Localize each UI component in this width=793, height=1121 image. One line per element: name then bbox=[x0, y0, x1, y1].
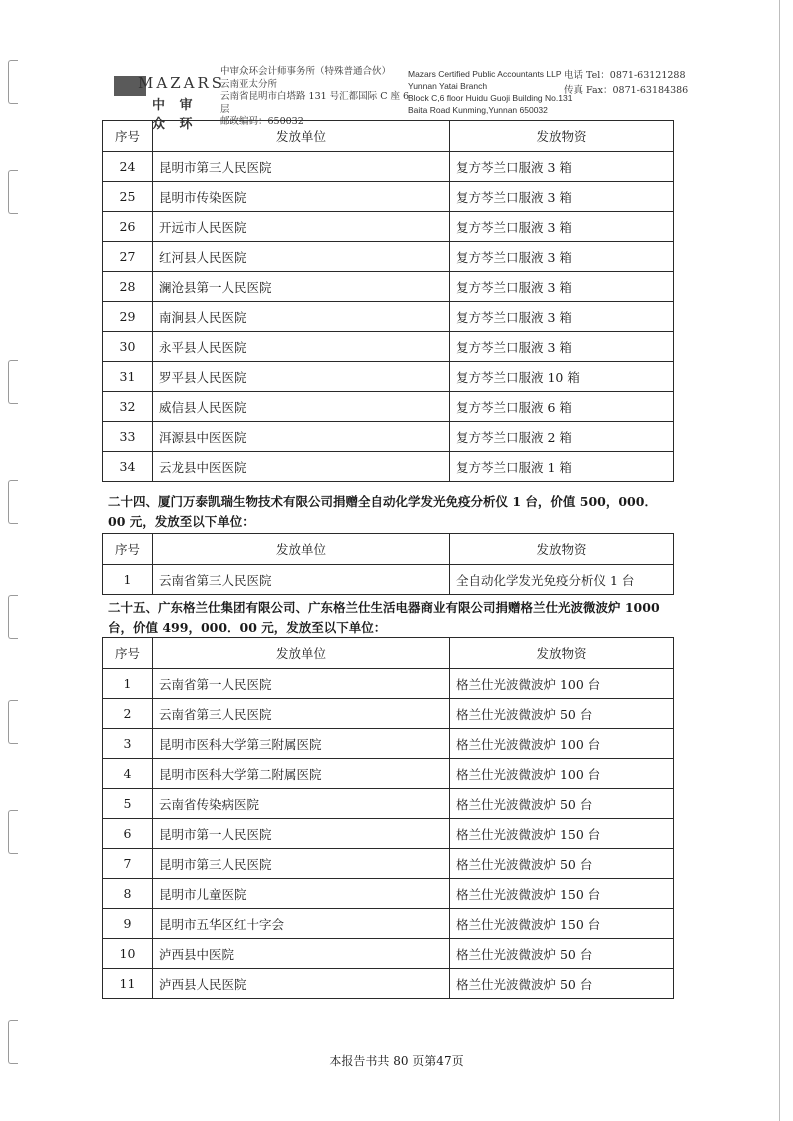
cell-no: 8 bbox=[103, 879, 153, 909]
cell-no: 2 bbox=[103, 699, 153, 729]
col-header-no: 序号 bbox=[103, 638, 153, 669]
cell-no: 31 bbox=[103, 362, 153, 392]
col-header-item: 发放物资 bbox=[450, 638, 674, 669]
cell-no: 11 bbox=[103, 969, 153, 999]
cell-item: 复方芩兰口服液 6 箱 bbox=[450, 392, 674, 422]
table-row bbox=[103, 332, 674, 362]
cell-item: 格兰仕光波微波炉 100 台 bbox=[450, 759, 674, 789]
binder-holes bbox=[0, 0, 26, 1121]
col-header-unit: 发放单位 bbox=[153, 121, 450, 152]
cell-unit: 澜沧县第一人民医院 bbox=[153, 272, 450, 302]
table-row bbox=[103, 152, 674, 182]
distribution-table-2 bbox=[102, 533, 674, 595]
binder-mark bbox=[8, 360, 18, 404]
cell-no: 33 bbox=[103, 422, 153, 452]
cell-no: 1 bbox=[103, 669, 153, 699]
table-header-row bbox=[103, 534, 674, 565]
table-row bbox=[103, 789, 674, 819]
binder-mark bbox=[8, 170, 18, 214]
binder-mark bbox=[8, 480, 18, 524]
cell-no: 32 bbox=[103, 392, 153, 422]
contact-block bbox=[564, 68, 704, 98]
firm-cn-line: 云南省昆明市白塔路 131 号汇都国际 C 座 6 层 bbox=[220, 91, 410, 115]
distribution-table-1 bbox=[102, 120, 674, 482]
binder-mark bbox=[8, 60, 18, 104]
cell-unit: 洱源县中医医院 bbox=[153, 422, 450, 452]
section-24-heading: 二十四、厦门万泰凯瑞生物技术有限公司捐赠全自动化学发光免疫分析仪 1 台，价值 500，000．00 元，发放至以下单位： bbox=[108, 494, 657, 529]
cell-item: 复方芩兰口服液 3 箱 bbox=[450, 152, 674, 182]
cell-unit: 昆明市五华区红十字会 bbox=[153, 909, 450, 939]
firm-cn-line: 邮政编码：650032 bbox=[220, 116, 304, 127]
firm-en-line: Baita Road Kunming,Yunnan 650032 bbox=[408, 105, 548, 115]
table-row bbox=[103, 422, 674, 452]
col-header-unit: 发放单位 bbox=[153, 638, 450, 669]
cell-unit: 泸西县中医院 bbox=[153, 939, 450, 969]
cell-item: 复方芩兰口服液 3 箱 bbox=[450, 272, 674, 302]
page-edge-line bbox=[779, 0, 780, 1121]
cell-no: 24 bbox=[103, 152, 153, 182]
table-row bbox=[103, 699, 674, 729]
cell-item: 格兰仕光波微波炉 50 台 bbox=[450, 939, 674, 969]
firm-en-line: Yunnan Yatai Branch bbox=[408, 81, 488, 91]
col-header-unit: 发放单位 bbox=[153, 534, 450, 565]
table-row bbox=[103, 879, 674, 909]
firm-cn-line: 云南亚太分所 bbox=[220, 78, 278, 90]
table-row bbox=[103, 362, 674, 392]
cell-unit: 红河县人民医院 bbox=[153, 242, 450, 272]
table-header-row bbox=[103, 121, 674, 152]
cell-unit: 昆明市第三人民医院 bbox=[153, 849, 450, 879]
cell-no: 27 bbox=[103, 242, 153, 272]
table-row bbox=[103, 182, 674, 212]
cell-no: 1 bbox=[103, 565, 153, 595]
col-header-item: 发放物资 bbox=[450, 121, 674, 152]
logo-cn: 中 审 众 环 bbox=[152, 98, 198, 132]
binder-mark bbox=[8, 700, 18, 744]
cell-item: 复方芩兰口服液 3 箱 bbox=[450, 182, 674, 212]
cell-no: 3 bbox=[103, 729, 153, 759]
table-row bbox=[103, 729, 674, 759]
table-row bbox=[103, 392, 674, 422]
cell-unit: 云龙县中医医院 bbox=[153, 452, 450, 482]
cell-unit: 云南省第一人民医院 bbox=[153, 669, 450, 699]
col-header-no: 序号 bbox=[103, 534, 153, 565]
mazars-logo bbox=[114, 72, 226, 132]
cell-no: 28 bbox=[103, 272, 153, 302]
table-row bbox=[103, 565, 674, 595]
cell-unit: 昆明市第三人民医院 bbox=[153, 152, 450, 182]
cell-unit: 罗平县人民医院 bbox=[153, 362, 450, 392]
fax: 传真 Fax：0871-63184386 bbox=[564, 85, 689, 96]
cell-unit: 开远市人民医院 bbox=[153, 212, 450, 242]
cell-item: 复方芩兰口服液 3 箱 bbox=[450, 212, 674, 242]
cell-unit: 威信县人民医院 bbox=[153, 392, 450, 422]
firm-en-line: Mazars Certified Public Accountants LLP bbox=[408, 69, 562, 79]
cell-item: 复方芩兰口服液 3 箱 bbox=[450, 302, 674, 332]
cell-no: 34 bbox=[103, 452, 153, 482]
page-footer: 本报告书共 80 页第47页 bbox=[329, 1054, 464, 1068]
cell-item: 格兰仕光波微波炉 100 台 bbox=[450, 669, 674, 699]
table-row bbox=[103, 669, 674, 699]
cell-item: 复方芩兰口服液 3 箱 bbox=[450, 242, 674, 272]
binder-mark bbox=[8, 595, 18, 639]
logo-latin: MAZARS bbox=[138, 74, 226, 92]
letterhead bbox=[114, 66, 689, 132]
cell-unit: 昆明市儿童医院 bbox=[153, 879, 450, 909]
table-row bbox=[103, 939, 674, 969]
cell-item: 格兰仕光波微波炉 150 台 bbox=[450, 909, 674, 939]
cell-no: 6 bbox=[103, 819, 153, 849]
cell-no: 7 bbox=[103, 849, 153, 879]
cell-item: 格兰仕光波微波炉 150 台 bbox=[450, 879, 674, 909]
firm-en-line: Block C,6 floor Huidu Guoji Building No.131 bbox=[408, 93, 573, 103]
cell-unit: 云南省第三人民医院 bbox=[153, 699, 450, 729]
cell-no: 10 bbox=[103, 939, 153, 969]
cell-unit: 云南省第三人民医院 bbox=[153, 565, 450, 595]
cell-item: 复方芩兰口服液 2 箱 bbox=[450, 422, 674, 452]
cell-no: 30 bbox=[103, 332, 153, 362]
table-row bbox=[103, 212, 674, 242]
table-row bbox=[103, 819, 674, 849]
cell-no: 4 bbox=[103, 759, 153, 789]
cell-item: 格兰仕光波微波炉 150 台 bbox=[450, 819, 674, 849]
table-row bbox=[103, 272, 674, 302]
cell-item: 格兰仕光波微波炉 50 台 bbox=[450, 789, 674, 819]
cell-unit: 昆明市医科大学第三附属医院 bbox=[153, 729, 450, 759]
phone: 电话 Tel：0871-63121288 bbox=[564, 70, 686, 81]
col-header-item: 发放物资 bbox=[450, 534, 674, 565]
distribution-table-3 bbox=[102, 637, 674, 999]
cell-unit: 昆明市传染医院 bbox=[153, 182, 450, 212]
cell-item: 复方芩兰口服液 1 箱 bbox=[450, 452, 674, 482]
table-row bbox=[103, 909, 674, 939]
cell-no: 29 bbox=[103, 302, 153, 332]
cell-unit: 昆明市医科大学第二附属医院 bbox=[153, 759, 450, 789]
firm-en-block bbox=[408, 68, 578, 116]
cell-unit: 泸西县人民医院 bbox=[153, 969, 450, 999]
table-row bbox=[103, 452, 674, 482]
cell-no: 26 bbox=[103, 212, 153, 242]
binder-mark bbox=[8, 810, 18, 854]
table-header-row bbox=[103, 638, 674, 669]
table-row bbox=[103, 759, 674, 789]
cell-item: 格兰仕光波微波炉 50 台 bbox=[450, 969, 674, 999]
table-row bbox=[103, 302, 674, 332]
cell-item: 格兰仕光波微波炉 50 台 bbox=[450, 849, 674, 879]
cell-item: 复方芩兰口服液 10 箱 bbox=[450, 362, 674, 392]
cell-item: 复方芩兰口服液 3 箱 bbox=[450, 332, 674, 362]
cell-no: 25 bbox=[103, 182, 153, 212]
cell-no: 5 bbox=[103, 789, 153, 819]
cell-unit: 南涧县人民医院 bbox=[153, 302, 450, 332]
cell-item: 全自动化学发光免疫分析仪 1 台 bbox=[450, 565, 674, 595]
table-row bbox=[103, 969, 674, 999]
section-25-heading: 二十五、广东格兰仕集团有限公司、广东格兰仕生活电器商业有限公司捐赠格兰仕光波微波炉 1000 台，价值 499，000．00 元，发放至以下单位： bbox=[108, 600, 660, 635]
cell-unit: 永平县人民医院 bbox=[153, 332, 450, 362]
firm-cn-line: 中审众环会计师事务所（特殊普通合伙） bbox=[220, 66, 392, 77]
cell-item: 格兰仕光波微波炉 50 台 bbox=[450, 699, 674, 729]
col-header-no: 序号 bbox=[103, 121, 153, 152]
table-row bbox=[103, 242, 674, 272]
cell-item: 格兰仕光波微波炉 100 台 bbox=[450, 729, 674, 759]
cell-no: 9 bbox=[103, 909, 153, 939]
cell-unit: 云南省传染病医院 bbox=[153, 789, 450, 819]
cell-unit: 昆明市第一人民医院 bbox=[153, 819, 450, 849]
table-row bbox=[103, 849, 674, 879]
